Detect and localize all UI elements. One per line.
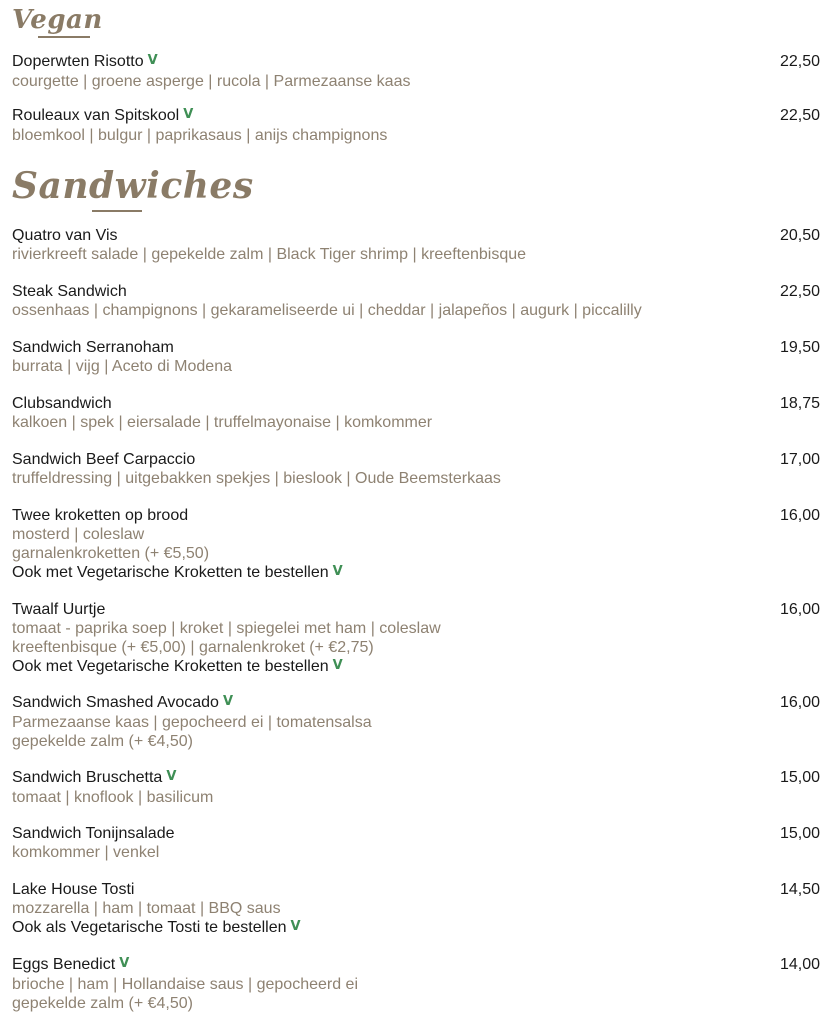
item-name: Twee kroketten op brood — [12, 507, 189, 524]
item-price: 15,00 — [779, 825, 820, 842]
item-name: Eggs Benedict — [12, 956, 116, 973]
item-description: ossenhaas | champignons | gekarameliseerde ui | cheddar | jalapeños | augurk | piccalilly — [12, 302, 642, 319]
menu-item-lake-house-tosti — [12, 880, 820, 938]
menu-item-twee-kroketten-op-brood — [12, 506, 820, 583]
vegetarian-icon: V — [332, 564, 343, 579]
item-description: truffeldressing | uitgebakken spekjes | bieslook | Oude Beemsterkaas — [12, 470, 501, 487]
vegetarian-icon: V — [166, 769, 177, 784]
item-extra-option: kreeftenbisque (+ €5,00) | garnalenkroket (+ €2,75) — [12, 639, 374, 656]
item-price: 15,00 — [779, 769, 820, 786]
heading-underline — [38, 36, 90, 38]
item-extra-option: gepekelde zalm (+ €4,50) — [12, 733, 193, 750]
item-price: 16,00 — [779, 507, 820, 524]
item-name: Sandwich Serranoham — [12, 339, 174, 356]
item-price: 17,00 — [779, 451, 820, 468]
menu-item-sandwich-smashed-avocado — [12, 693, 820, 751]
item-note: Ook als Vegetarische Tosti te bestellen V — [12, 919, 301, 936]
heading-underline — [92, 210, 142, 212]
vegetarian-icon: V — [147, 53, 158, 68]
item-price: 22,50 — [779, 53, 820, 70]
item-note: Ook met Vegetarische Kroketten te bestellen V — [12, 564, 343, 581]
menu-item-sandwich-beef-carpaccio — [12, 450, 820, 488]
vegetarian-icon: V — [332, 658, 343, 673]
item-price: 20,50 — [779, 227, 820, 244]
menu-item-rouleaux-van-spitskool — [12, 106, 820, 145]
item-name: Sandwich Beef Carpaccio — [12, 451, 196, 468]
item-price: 22,50 — [779, 283, 820, 300]
vegetarian-icon: V — [183, 107, 194, 122]
item-name: Sandwich Smashed Avocado — [12, 694, 219, 711]
item-name: Quatro van Vis — [12, 227, 118, 244]
menu-item-twaalf-uurtje — [12, 600, 820, 677]
item-description: mosterd | coleslaw — [12, 526, 145, 543]
item-description: bloemkool | bulgur | paprikasaus | anijs champignons — [12, 127, 388, 144]
item-name: Doperwten Risotto — [12, 53, 144, 70]
menu-item-sandwich-bruschetta — [12, 768, 820, 807]
item-extra-option: garnalenkroketten (+ €5,50) — [12, 545, 210, 562]
item-description: brioche | ham | Hollandaise saus | gepocheerd ei — [12, 976, 359, 993]
vegetarian-icon: V — [290, 919, 301, 934]
item-name: Steak Sandwich — [12, 283, 127, 300]
vegetarian-icon: V — [222, 694, 234, 709]
item-extra-option: gepekelde zalm (+ €4,50) — [12, 995, 193, 1012]
item-description: komkommer | venkel — [12, 844, 160, 861]
item-price: 16,00 — [779, 601, 820, 618]
item-price: 14,50 — [779, 881, 820, 898]
item-price: 16,00 — [779, 694, 820, 711]
sandwiches-section — [12, 164, 820, 216]
item-description: mozzarella | ham | tomaat | BBQ saus — [12, 900, 281, 917]
menu-item-steak-sandwich — [12, 282, 820, 320]
menu-item-clubsandwich — [12, 394, 820, 432]
item-name: Rouleaux van Spitskool — [12, 107, 180, 124]
vegetarian-icon: V — [119, 956, 130, 971]
item-description: burrata | vijg | Aceto di Modena — [12, 358, 232, 375]
item-name: Sandwich Tonijnsalade — [12, 825, 175, 842]
item-name: Clubsandwich — [12, 395, 112, 412]
menu-item-doperwten-risotto — [12, 52, 820, 91]
item-note: Ook met Vegetarische Kroketten te bestellen V — [12, 658, 343, 675]
item-name: Lake House Tosti — [12, 881, 135, 898]
item-price: 22,50 — [779, 107, 820, 124]
item-price: 18,75 — [779, 395, 820, 412]
menu-item-quatro-van-vis — [12, 226, 820, 264]
menu-item-eggs-benedict — [12, 955, 820, 1013]
menu-item-sandwich-tonijnsalade — [12, 824, 820, 862]
item-price: 19,50 — [779, 339, 820, 356]
item-description: Parmezaanse kaas | gepocheerd ei | tomatensalsa — [12, 714, 372, 731]
vegan-section — [12, 2, 820, 42]
item-price: 14,00 — [779, 956, 820, 973]
menu-item-sandwich-serranoham — [12, 338, 820, 376]
item-name: Twaalf Uurtje — [12, 601, 106, 618]
section-heading-sandwiches: Sandwiches — [12, 164, 254, 216]
item-description: courgette | groene asperge | rucola | Parmezaanse kaas — [12, 73, 411, 90]
item-description: tomaat | knoflook | basilicum — [12, 789, 214, 806]
item-description: rivierkreeft salade | gepekelde zalm | Black Tiger shrimp | kreeftenbisque — [12, 246, 527, 263]
section-heading-vegan: Vegan — [12, 2, 103, 42]
item-name: Sandwich Bruschetta — [12, 769, 163, 786]
item-description: kalkoen | spek | eiersalade | truffelmayonaise | komkommer — [12, 414, 433, 431]
item-description: tomaat - paprika soep | kroket | spiegelei met ham | coleslaw — [12, 620, 441, 637]
